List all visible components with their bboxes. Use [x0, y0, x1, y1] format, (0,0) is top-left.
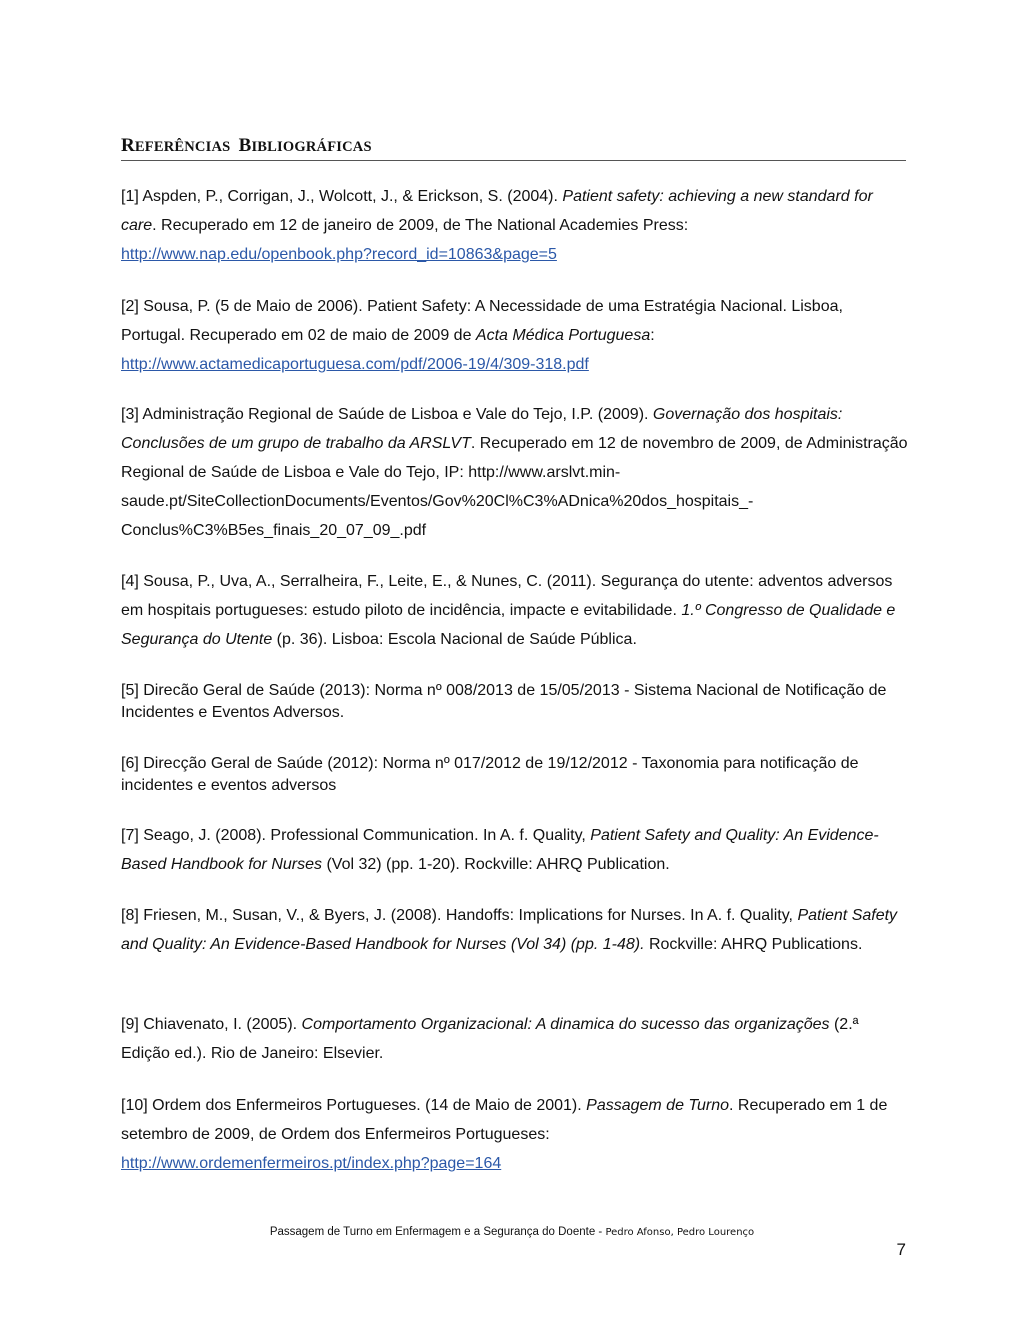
heading-divider [121, 160, 906, 161]
reference-4: [4] Sousa, P., Uva, A., Serralheira, F., Leite, E., & Nunes, C. (2011). Segurança do utente: adventos adversos em hospitais portugueses: estudo piloto de incidência, impacte e evitabilidade. 1.º Congresso de Qualidade e Segurança do Utente (p. 36). Lisboa: Escola Nacional de Saúde Pública. [121, 573, 896, 648]
reference-7: [7] Seago, J. (2008). Professional Communication. In A. f. Quality, Patient Safety and Quality: An Evidence-Based Handbook for Nurses (Vol 32) (pp. 1-20). Rockville: AHRQ Publication. [121, 827, 879, 873]
references-heading [121, 122, 906, 159]
reference-5: [5] Direcão Geral de Saúde (2013): Norma nº 008/2013 de 15/05/2013 - Sistema Nacional de Notificação de Incidentes e Eventos Adversos. [121, 682, 887, 721]
reference-6: [6] Direcção Geral de Saúde (2012): Norma nº 017/2012 de 19/12/2012 - Taxonomia para notificação de incidentes e eventos adversos [121, 755, 859, 794]
reference-9: [9] Chiavenato, I. (2005). Comportamento Organizacional: A dinamica do sucesso das organizações (2.ª Edição ed.). Rio de Janeiro: Elsevier. [121, 1016, 859, 1062]
reference-2-link[interactable]: http://www.actamedicaportuguesa.com/pdf/2006-19/4/309-318.pdf [121, 356, 589, 373]
heading-word: EFERÊNCIAS [134, 139, 231, 155]
reference-2: [2] Sousa, P. (5 de Maio de 2006). Patient Safety: A Necessidade de uma Estratégia Nacional. Lisboa, Portugal. Recuperado em 02 de maio de 2009 de Acta Médica Portuguesa: http://www.actamedicaportuguesa.com/pdf/2006-19/4/309-318.pdf [121, 298, 843, 373]
reference-3: [3] Administração Regional de Saúde de Lisboa e Vale do Tejo, I.P. (2009). Governação dos hospitais: Conclusões de um grupo de trabalho da ARSLVT. Recuperado em 12 de novembro de 2009, de Administração Regional de Saúde de Lisboa e Vale do Tejo, IP: http://www.arslvt.min-saude.pt/SiteCollectionDocuments/Eventos/Gov%20Cl%C3%ADnica%20dos_hospitais_-Conclus%C3%B5es_finais_20_07_09_.pdf [121, 406, 908, 539]
page-footer [0, 1226, 1024, 1238]
heading-word: IBLIOGRÁFICAS [251, 139, 372, 155]
reference-1-link[interactable]: http://www.nap.edu/openbook.php?record_id=10863&page=5 [121, 246, 557, 263]
reference-8: [8] Friesen, M., Susan, V., & Byers, J. (2008). Handoffs: Implications for Nurses. In A. f. Quality, Patient Safety and Quality: An Evidence-Based Handbook for Nurses (Vol 34) (pp. 1-48). Rockville: AHRQ Publications. [121, 907, 898, 953]
footer-authors: Pedro Afonso, Pedro Lourenço [605, 1227, 755, 1238]
reference-10: [10] Ordem dos Enfermeiros Portugueses. (14 de Maio de 2001). Passagem de Turno. Recuperado em 1 de setembro de 2009, de Ordem dos Enfermeiros Portugueses: http://www.ordemenfermeiros.pt/index.php?page=164 [121, 1097, 888, 1172]
footer-title: Passagem de Turno em Enfermagem e a Segurança do Doente - [269, 1226, 606, 1238]
reference-1: [1] Aspden, P., Corrigan, J., Wolcott, J., & Erickson, S. (2004). Patient safety: achieving a new standard for care. Recuperado em 12 de janeiro de 2009, de The National Academies Press: http://www.nap.edu/openbook.php?record_id=10863&page=5 [121, 188, 873, 263]
reference-10-link[interactable]: http://www.ordemenfermeiros.pt/index.php?page=164 [121, 1155, 502, 1172]
heading-initial: R [121, 135, 135, 156]
page-number: 7 [896, 1240, 906, 1259]
heading-initial: B [238, 135, 252, 156]
